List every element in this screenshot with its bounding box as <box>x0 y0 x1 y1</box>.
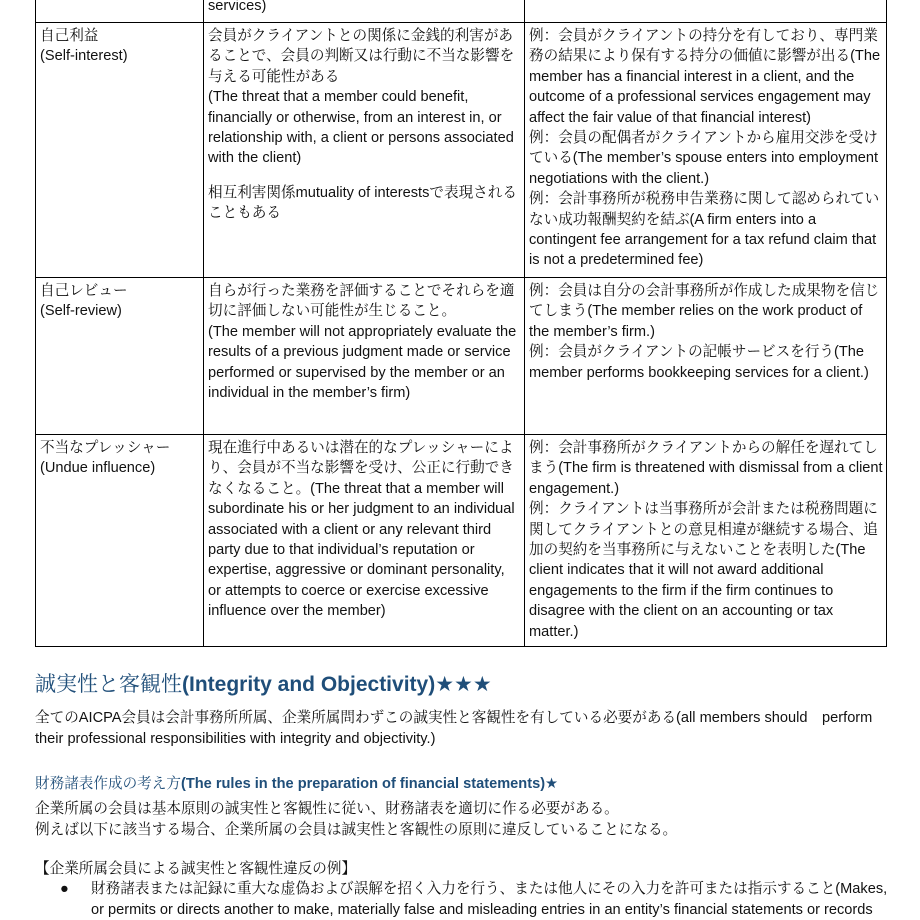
section-intro: 全てのAICPA会員は会計事務所所属、企業所属問わずこの誠実性と客観性を有している必要がある(all members should perform their professional responsibilities with integrity and objectivity.) <box>35 710 873 747</box>
threat-description: 現在進行中あるいは潜在的なプレッシャーにより、会員が不当な影響を受け、公正に行動できなくなること。(The threat that a member will subordinate his or her judgment to an individual associated with a client or any relevant third party due to that individual’s reputation or expertise, aggressive or dominant personality, or attempts to coerce or exercise excessive influence over the member) <box>208 440 515 620</box>
threat-name-cell <box>36 435 204 647</box>
threat-examples: 例：会員がクライアントの持分を有しており、専門業務の結果により保有する持分の価値に影響が出る(The member has a financial interest in a client, and the outcome of a professional services engagement may affect the fair value of that financial interest) 例：会員の配偶者がクライアントから雇用交渉を受けている(The member’s spouse enters into employment negotiations with the client.) 例：会計事務所が税務申告業務に関して認められていない成功報酬契約を結ぶ(A firm enters into a contingent fee arrangement for a tax refund claim that is not a predetermined fee) <box>529 28 881 269</box>
threat-name-ja: 不当なプレッシャー <box>40 440 171 456</box>
threat-examples-cell <box>525 0 887 23</box>
subsection-title-en: (The rules in the preparation of financial statements)★ <box>180 776 559 792</box>
threat-name-en: (Self-interest) <box>40 48 128 65</box>
threat-examples-cell <box>525 23 887 278</box>
threat-description-cell <box>204 278 525 435</box>
threat-examples-cell <box>525 435 887 647</box>
threat-description: 自らが行った業務を評価することでそれらを適切に評価しない可能性が生じること。 (The member will not appropriately evaluate the results of a previous judgment made or service performed or supervised by the member or an individual in the member’s firm) <box>208 283 517 402</box>
subsection-body-2: 例えば以下に該当する場合、企業所属の会員は誠実性と客観性の原則に違反していることになる。 <box>35 822 678 838</box>
threat-name-ja: 自己利益 <box>40 28 99 44</box>
table-row <box>36 23 887 278</box>
subsection-title-ja: 財務諸表作成の考え方 <box>35 776 181 792</box>
threat-description-note: 相互利害関係mutuality of interestsで表現されることもある <box>208 184 517 222</box>
list-item <box>35 879 895 920</box>
subsection-heading <box>35 773 558 795</box>
threats-table <box>35 0 887 647</box>
table-row <box>36 435 887 647</box>
section-title-en: (Integrity and Objectivity)★★★ <box>182 673 492 696</box>
table-row <box>36 278 887 435</box>
threat-name-cell <box>36 278 204 435</box>
threat-name-ja: 自己レビュー <box>40 283 128 299</box>
threat-description: services) <box>208 0 267 14</box>
threat-examples: 例：会員は自分の会計事務所が作成した成果物を信じてしまう(The member relies on the work product of the member’s firm.) 例：会員がクライアントの記帳サービスを行う(The member performs bookkeeping services for a client.) <box>529 283 880 381</box>
threat-name-cell <box>36 0 204 23</box>
threat-description: 会員がクライアントとの関係に金銭的利害があることで、会員の判断又は行動に不当な影響を与える可能性がある (The threat that a member could benefit, financially or otherwise, from an interest in, or relationship with, a client or persons associated with the client) <box>208 28 515 167</box>
section-heading <box>35 670 492 700</box>
threat-name-cell <box>36 23 204 278</box>
threat-examples-cell <box>525 278 887 435</box>
violation-examples-list <box>35 879 895 920</box>
list-item-text: 財務諸表または記録に重大な虚偽および誤解を招く入力を行う、または他人にその入力を許可または指示すること(Makes, or permits or directs another to make, materially false and misleading entries in an entity’s financial statements or records <box>91 881 888 918</box>
threat-description-cell <box>204 0 525 23</box>
threat-name-en: (Undue influence) <box>40 460 156 477</box>
threat-description-cell <box>204 435 525 647</box>
threat-description-cell <box>204 23 525 278</box>
subsection-body-1: 企業所属の会員は基本原則の誠実性と客観性に従い、財務諸表を適切に作る必要がある。 <box>35 801 619 817</box>
threat-examples: 例：会計事務所がクライアントからの解任を遅れてしまう(The firm is threatened with dismissal from a client engagement.) 例：クライアントは当事務所が会計または税務問題に関してクライアントとの意見相違が継続する場合、追加の契約を当事務所に与えないことを表明した(The client indicates that it will not award additional engagements to the firm if the firm continues to disagree with the client on an accounting or tax matter.) <box>529 440 883 640</box>
bullet-icon: ● <box>60 881 69 897</box>
table-row <box>36 0 887 23</box>
threat-name-en: (Self-review) <box>40 303 122 320</box>
examples-list-heading: 【企業所属会員による誠実性と客観性違反の例】 <box>35 861 357 877</box>
section-title-ja: 誠実性と客観性 <box>35 673 182 696</box>
